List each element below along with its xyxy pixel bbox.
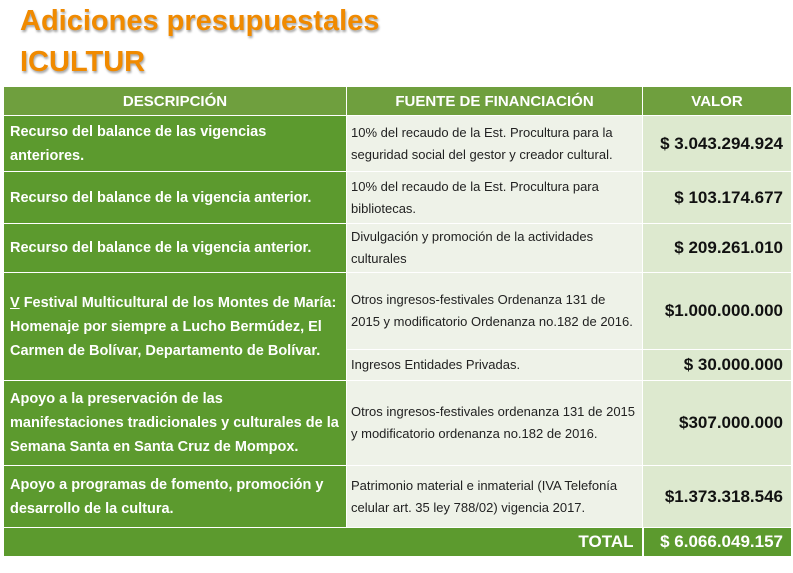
- row-funding: 10% del recaudo de la Est. Procultura para la seguridad social del gestor y creador cultural.: [347, 116, 643, 172]
- table-row: [4, 172, 792, 224]
- row-description-text: Festival Multicultural de los Montes de María: Homenaje por siempre a Lucho Bermúdez, El Carmen de Bolívar, Departamento de Bolívar.: [10, 294, 337, 359]
- row-value: $ 103.174.677: [643, 172, 792, 224]
- row-value: $1.373.318.546: [643, 466, 792, 528]
- row-funding: 10% del recaudo de la Est. Procultura para bibliotecas.: [347, 172, 643, 224]
- row-description: Recurso del balance de la vigencia anterior.: [4, 172, 347, 224]
- column-header-description: DESCRIPCIÓN: [4, 87, 347, 116]
- row-description-prefix: V: [10, 294, 20, 311]
- column-header-value: VALOR: [643, 87, 792, 116]
- row-funding: Divulgación y promoción de la actividades culturales: [347, 224, 643, 273]
- page-subtitle: ICULTUR: [20, 46, 146, 78]
- row-description: Apoyo a la preservación de las manifestaciones tradicionales y culturales de la Semana Santa en Santa Cruz de Mompox.: [4, 381, 347, 466]
- row-value: $ 209.261.010: [643, 224, 792, 273]
- row-funding: Otros ingresos-festivales Ordenanza 131 de 2015 y modificatorio Ordenanza no.182 de 2016.: [347, 273, 643, 350]
- table-row: [4, 273, 792, 350]
- column-header-funding: FUENTE DE FINANCIACIÓN: [347, 87, 643, 116]
- table-row: [4, 466, 792, 528]
- budget-table: [3, 86, 792, 557]
- row-description: Recurso del balance de las vigencias anteriores.: [4, 116, 347, 172]
- table-header-row: [4, 87, 792, 116]
- table-row: [4, 381, 792, 466]
- row-funding: Otros ingresos-festivales ordenanza 131 de 2015 y modificatorio ordenanza no.182 de 2016.: [347, 381, 643, 466]
- page-title: Adiciones presupuestales: [20, 5, 380, 37]
- row-description: Apoyo a programas de fomento, promoción y desarrollo de la cultura.: [4, 466, 347, 528]
- row-value: $ 3.043.294.924: [643, 116, 792, 172]
- total-value: $ 6.066.049.157: [643, 528, 792, 557]
- row-funding: Patrimonio material e inmaterial (IVA Telefonía celular art. 35 ley 788/02) vigencia 2017.: [347, 466, 643, 528]
- row-value: $1.000.000.000: [643, 273, 792, 350]
- table-row: [4, 224, 792, 273]
- total-row: [4, 528, 792, 557]
- table-row: [4, 116, 792, 172]
- row-description: Recurso del balance de la vigencia anterior.: [4, 224, 347, 273]
- row-funding: Ingresos Entidades Privadas.: [347, 350, 643, 381]
- total-label: TOTAL: [4, 528, 643, 557]
- row-value: $307.000.000: [643, 381, 792, 466]
- row-value: $ 30.000.000: [643, 350, 792, 381]
- row-description: [4, 273, 347, 381]
